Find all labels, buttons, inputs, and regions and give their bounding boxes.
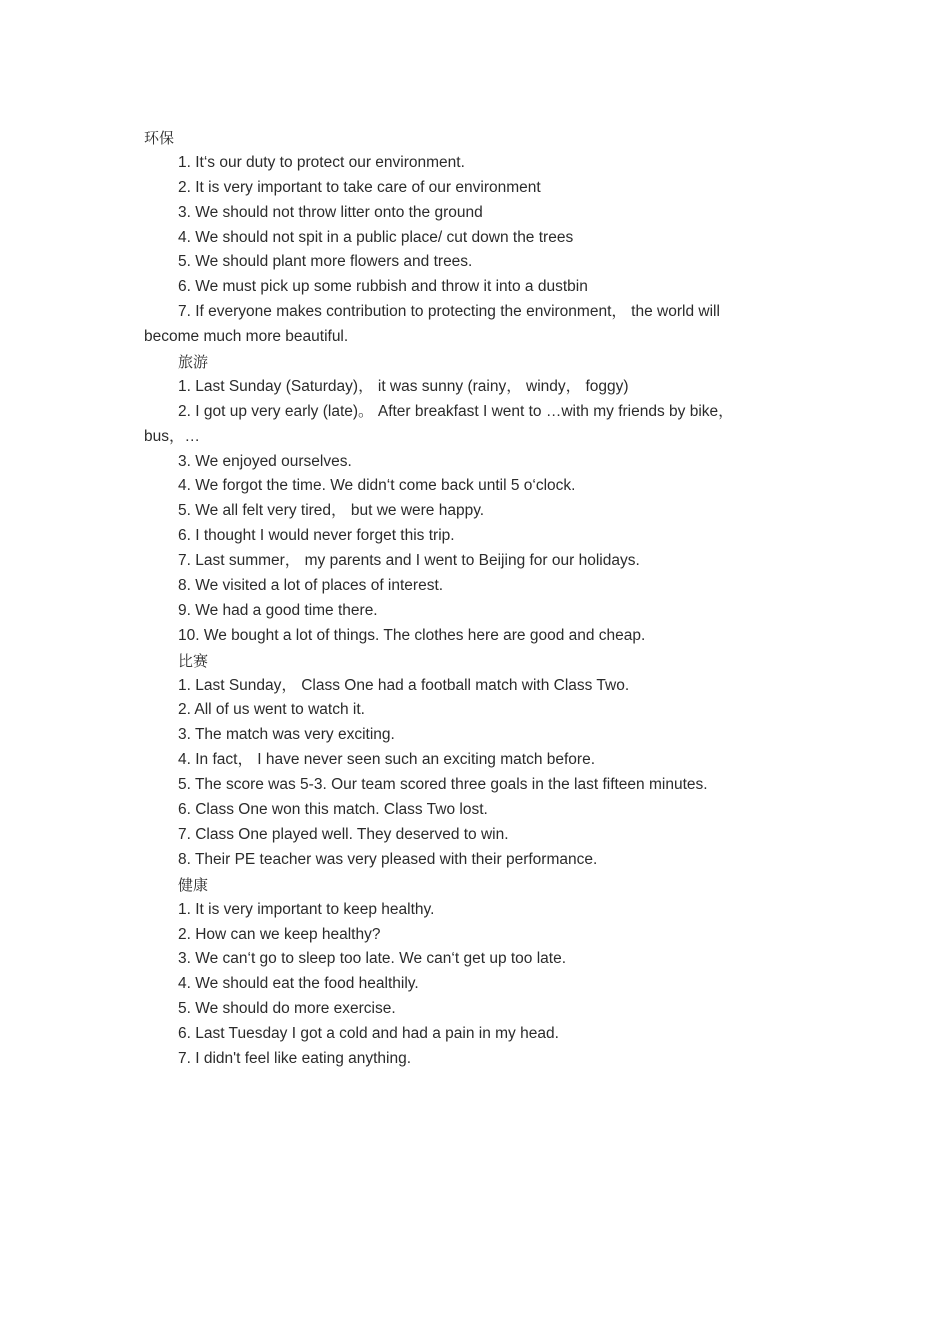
list-item-continuation: bus，… <box>144 427 200 445</box>
list-item: 8. Their PE teacher was very pleased with their performance. <box>178 850 598 868</box>
list-item: 2. All of us went to watch it. <box>178 701 365 719</box>
list-item: 3. We enjoyed ourselves. <box>178 452 352 470</box>
document-body <box>144 126 784 1072</box>
list-item: 4. We should eat the food healthily. <box>178 975 419 993</box>
list-item: 1. Last Sunday (Saturday)， it was sunny (rainy， windy， foggy) <box>178 377 629 395</box>
list-item: 7. If everyone makes contribution to protecting the environment， the world will <box>178 303 720 321</box>
list-item: 7. Last summer， my parents and I went to Beijing for our holidays. <box>178 552 640 570</box>
list-item: 2. How can we keep healthy? <box>178 925 381 943</box>
list-item: 4. In fact， I have never seen such an exciting match before. <box>178 751 596 769</box>
list-item: 6. I thought I would never forget this trip. <box>178 527 455 545</box>
list-item: 6. Class One won this match. Class Two lost. <box>178 801 488 819</box>
list-item: 6. We must pick up some rubbish and throw it into a dustbin <box>178 278 588 296</box>
list-item: 2. I got up very early (late)。 After breakfast I went to …with my friends by bike， <box>178 402 734 420</box>
list-item: 7. Class One played well. They deserved to win. <box>178 825 509 843</box>
list-item: 7. I didn't feel like eating anything. <box>178 1049 412 1067</box>
list-item: 3. We can‘t go to sleep too late. We can‘t get up too late. <box>178 950 567 968</box>
list-item-continuation: become much more beautiful. <box>144 328 349 346</box>
list-item: 4. We should not spit in a public place/ cut down the trees <box>178 228 574 246</box>
list-item: 1. Last Sunday， Class One had a football match with Class Two. <box>178 676 630 694</box>
list-item: 5. We should plant more flowers and trees. <box>178 253 473 271</box>
list-item: 3. We should not throw litter onto the ground <box>178 203 483 221</box>
list-item: 5. The score was 5-3. Our team scored three goals in the last fifteen minutes. <box>178 776 708 794</box>
list-item: 9. We had a good time there. <box>178 601 378 619</box>
section-heading-travel: 旅游 <box>178 353 209 372</box>
list-item: 10. We bought a lot of things. The clothes here are good and cheap. <box>178 626 646 644</box>
list-item: 5. We should do more exercise. <box>178 1000 396 1018</box>
list-item: 2. It is very important to take care of our environment <box>178 178 541 196</box>
section-heading-match: 比赛 <box>178 651 209 670</box>
section-heading-health: 健康 <box>178 875 209 894</box>
section-heading-environment: 环保 <box>144 129 175 147</box>
list-item: 5. We all felt very tired， but we were happy. <box>178 502 485 520</box>
list-item: 8. We visited a lot of places of interest. <box>178 577 444 595</box>
list-item: 3. The match was very exciting. <box>178 726 395 744</box>
list-item: 1. It is very important to keep healthy. <box>178 900 435 918</box>
list-item: 1. It‘s our duty to protect our environment. <box>178 153 465 171</box>
list-item: 4. We forgot the time. We didn‘t come back until 5 o‘clock. <box>178 477 576 495</box>
list-item: 6. Last Tuesday I got a cold and had a pain in my head. <box>178 1025 559 1043</box>
